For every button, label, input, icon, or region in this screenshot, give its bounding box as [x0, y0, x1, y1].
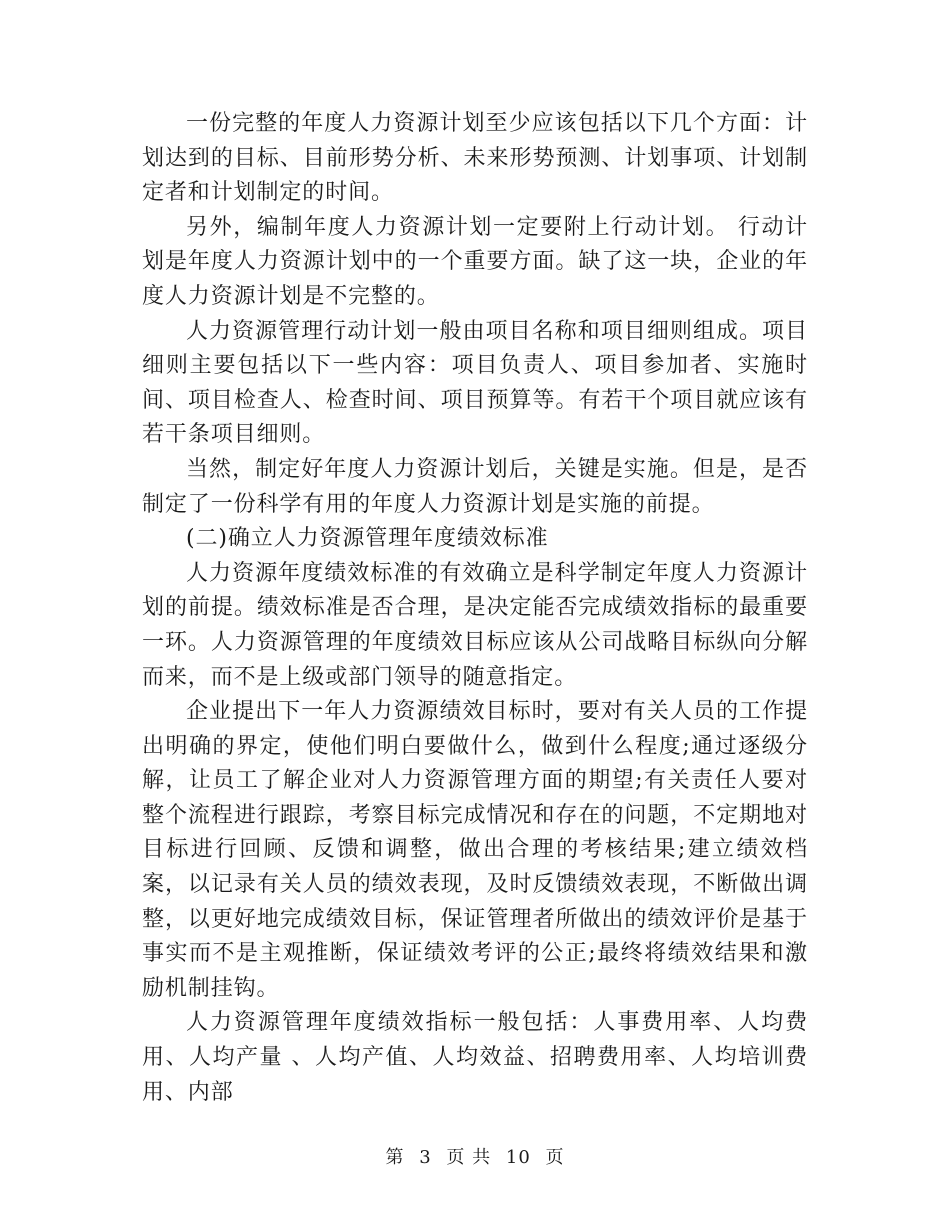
paragraph-action-plan-structure: 人力资源管理行动计划一般由项目名称和项目细则组成。项目细则主要包括以下一些内容：项目负责人、项目参加者、实施时间、项目检查人、检查时间、项目预算等。有若干个项目就应该有若干条项目细则。: [142, 318, 808, 448]
document-body: [142, 107, 808, 1110]
footer-page-number: 3: [419, 1147, 432, 1168]
footer-middle: 页 共: [446, 1147, 492, 1168]
paragraph-performance-goals: 企业提出下一年人力资源绩效目标时，要对有关人员的工作提出明确的界定，使他们明白要做什么，做到什么程度;通过逐级分解，让员工了解企业对人力资源管理方面的期望;有关责任人要对整个流程进行跟踪，考察目标完成情况和存在的问题，不定期地对目标进行回顾、反馈和调整，做出合理的考核结果;建立绩效档案，以记录有关人员的绩效表现，及时反馈绩效表现，不断做出调整，以更好地完成绩效目标，保证管理者所做出的绩效评价是基于事实而不是主观推断，保证绩效考评的公正;最终将绩效结果和激励机制挂钩。: [142, 699, 808, 1001]
page-footer: [0, 1143, 950, 1169]
paragraph-implementation: 当然，制定好年度人力资源计划后，关键是实施。但是，是否制定了一份科学有用的年度人力资源计划是实施的前提。: [142, 456, 808, 517]
section-heading: (二)确立人力资源管理年度绩效标准: [186, 526, 549, 552]
paragraph-action-plan: 另外，编制年度人力资源计划一定要附上行动计划。 行动计划是年度人力资源计划中的一个重要方面。缺了这一块，企业的年度人力资源计划是不完整的。: [142, 214, 808, 309]
footer-total-pages: 10: [505, 1147, 531, 1168]
paragraph-plan-contents: 一份完整的年度人力资源计划至少应该包括以下几个方面：计划达到的目标、目前形势分析、未来形势预测、计划事项、计划制定者和计划制定的时间。: [142, 111, 808, 206]
footer-prefix: 第: [385, 1147, 405, 1168]
paragraph-performance-indicators: 人力资源管理年度绩效指标一般包括：人事费用率、人均费用、人均产量 、人均产值、人均效益、招聘费用率、人均培训费用、内部: [142, 1010, 808, 1105]
footer-suffix: 页: [545, 1147, 565, 1168]
paragraph-performance-standard: 人力资源年度绩效标准的有效确立是科学制定年度人力资源计划的前提。绩效标准是否合理，是决定能否完成绩效指标的最重要一环。人力资源管理的年度绩效目标应该从公司战略目标纵向分解而来，而不是上级或部门领导的随意指定。: [142, 560, 808, 690]
